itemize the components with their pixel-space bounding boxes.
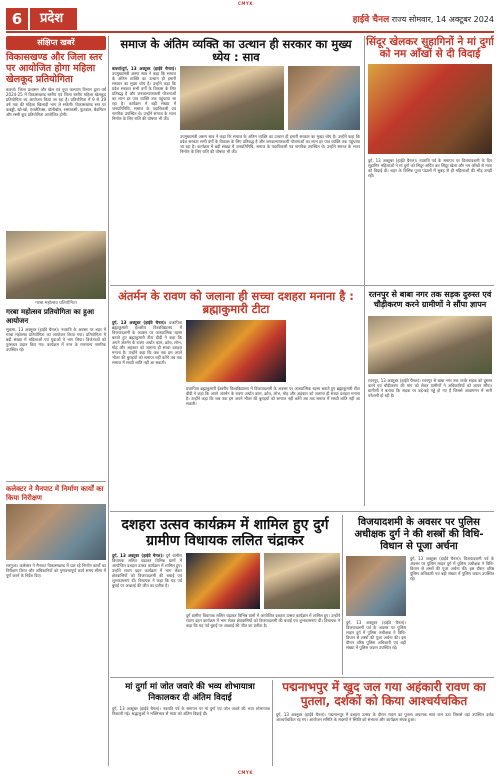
- story-puja-text: [410, 556, 494, 674]
- story-sindoor-body: दुर्ग, 13 अक्टूबर (हाईवे चैनल)। नवरात्रि पर्व के समापन पर विजयादशमी के दिन सुहागिन महिलाओं ने मां दुर्गा को सिंदूर अर्पित कर सिंदूर खेला और नम आँखों से माता को विदाई दी। शहर के विभिन्न पूजा पंडालों में सुबह से ही महिलाओं की भीड़ उमड़ी रही।: [368, 158, 492, 178]
- story-mla-body-cont: दुर्ग ग्रामीण विधायक ललित चंद्राकर विभिन्न ग्रामों में आयोजित दशहरा उत्सव कार्यक्रम में शामिल हुए। उन्होंने रावण दहन कार्यक्रम में भाग लेकर क्षेत्रवासियों को विजयादशमी की बधाई एवं शुभकामनाएं दीं। विधायक ने कहा कि यह पर्व बुराई पर अच्छाई की जीत का प्रतीक है।: [186, 613, 340, 628]
- dateline: कवर्धा/दुर्ग, 13 अक्टूबर (हाईवे चैनल)।: [112, 66, 176, 71]
- garba-headline: गरबा महोत्सव प्रतियोगिता का हुआ आयोजन: [6, 308, 94, 325]
- story-ravan-body: दुर्ग, 13 अक्टूबर (हाईवे चैनल)। पद्मनाभपुर में दशहरा उत्सव के दौरान रावण का पुतला अचानक स्वयं जल उठा जिससे वहां उपस्थित दर्शक आश्चर्यचकित रह गए। आयोजन समिति के सदस्यों ने स्थिति को संभाला और कार्यक्रम संपन्न हुआ।: [276, 712, 494, 722]
- story-road-text: [368, 378, 492, 508]
- divider: [6, 481, 106, 482]
- inspection-story-body: सरगुजा। कलेक्टर ने मैनपाट विकासखण्ड में चल रहे निर्माण कार्यों का निरीक्षण किया और अधिकारियों को गुणवत्तापूर्ण कार्य समय सीमा में पूर्ण करने के निर्देश दिए।: [6, 563, 106, 578]
- story-bk-text-col1: [112, 320, 182, 508]
- section-divider: [110, 677, 494, 678]
- brief-news-header: संक्षिप्त खबरें: [6, 36, 106, 50]
- column-rule: [108, 36, 109, 766]
- story-mla-body: दुर्ग ग्रामीण विधायक ललित चंद्राकर विभिन्न ग्रामों में आयोजित दशहरा उत्सव कार्यक्रम में शामिल हुए। उन्होंने रावण दहन कार्यक्रम में भाग लेकर क्षेत्रवासियों को विजयादशमी की बधाई एवं शुभकामनाएं दीं। विधायक ने कहा कि यह पर्व बुराई पर अच्छाई की जीत का प्रतीक है।: [112, 553, 182, 588]
- masthead-rule: [6, 31, 494, 33]
- inspection-photo: [6, 504, 106, 560]
- story-road-body: रतनपुर, 13 अक्टूबर (हाईवे चैनल)। रतनपुर से बाबा नगर तक जर्जर सड़क को दुरुस्त करने एवं चौड़ीकरण की मांग को लेकर ग्रामीणों ने अधिकारियों को ज्ञापन सौंपा। ग्रामीणों ने बताया कि सड़क पर बड़े-बड़े गड्ढे हो गए हैं जिससे आवागमन में भारी परेशानी हो रही है।: [368, 378, 492, 398]
- brief-story-body: कवर्धा। जिला प्रशासन और खेल एवं युवा कल्याण विभाग द्वारा वर्ष 2024-25 में विकासखण्ड स्तरीय एवं जिला स्तरीय महिला खेलकूद प्रतियोगिता का आयोजन किया जा रहा है। प्रतियोगिता में 9 से 39 वर्ष तक की महिला खिलाड़ी भाग ले सकेंगी। विकासखण्ड स्तर पर कबड्डी, खो-खो, एथलेटिक्स, वॉलीबॉल, रस्साकसी, फुटबाल, बैडमिंटन और रस्सी कूद प्रतियोगिता आयोजित होगी।: [6, 87, 106, 117]
- story-shobhayatra-text: [112, 706, 270, 766]
- story-puja-body: दुर्ग, 13 अक्टूबर (हाईवे चैनल)। विजयादशमी पर्व के अवसर पर पुलिस लाइन दुर्ग में पुलिस अधीक्षक ने विधि-विधान से शस्त्रों की पूजा अर्चना की। इस दौरान वरिष्ठ पुलिस अधिकारी एवं बड़ी संख्या में पुलिस जवान उपस्थित रहे।: [410, 556, 494, 581]
- headline-shobhayatra: मां दुर्गा मां जोत जवारे की भव्य शोभायात्रा निकालकर दी अंतिम विदाई: [125, 682, 255, 703]
- masthead: [6, 8, 494, 30]
- ravan-dahan-photo: [186, 320, 286, 382]
- story-saav-body-cont: उपमुख्यमंत्री अरुण साव ने कहा कि समाज के अंतिम व्यक्ति का उत्थान ही हमारी सरकार का मुख्य ध्येय है। उन्होंने कहा कि प्रदेश सरकार सभी वर्गों के विकास के लिए प्रतिबद्ध है और जनकल्याणकारी योजनाओं का लाभ हर पात्र व्यक्ति तक पहुंचाया जा रहा है। कार्यक्रम में बड़ी संख्या में जनप्रतिनिधि, समाज के पदाधिकारी एवं नागरिक उपस्थित थे। उन्होंने समाज के भवन निर्माण के लिए राशि की घोषणा भी की।: [180, 134, 360, 154]
- dateline: दुर्ग, 13 अक्टूबर (हाईवे चैनल)।: [112, 320, 167, 325]
- section-title: प्रदेश: [30, 8, 77, 30]
- color-registration-mark: CMYK: [238, 1, 253, 6]
- brief-story-headline: विकासखण्ड और जिला स्तर पर आयोजित होगा महिला खेलकूद प्रतियोगिता: [6, 52, 103, 85]
- inspection-headline: कलेक्टर ने मैनपाट में निर्माण कार्यों का किया निरीक्षण: [6, 485, 104, 502]
- column-rule: [364, 36, 365, 506]
- section-divider: [110, 285, 494, 286]
- story-puja-body-cont: दुर्ग, 13 अक्टूबर (हाईवे चैनल)। विजयादशमी पर्व के अवसर पर पुलिस लाइन दुर्ग में पुलिस अधीक्षक ने विधि-विधान से शस्त्रों की पूजा अर्चना की। इस दौरान वरिष्ठ पुलिस अधिकारी एवं बड़ी संख्या में पुलिस जवान उपस्थित रहे।: [346, 620, 406, 650]
- garba-story-body: सुकमा, 13 अक्टूबर (हाईवे चैनल)। नवरात्रि के अवसर पर शहर में गरबा महोत्सव प्रतियोगिता का आयोजन किया गया। प्रतियोगिता में बड़ी संख्या में महिलाओं एवं युवाओं ने भाग लिया। विजेताओं को पुरस्कार प्रदान किए गए। कार्यक्रम में नगर के गणमान्य नागरिक उपस्थित रहे।: [6, 327, 106, 352]
- dateline: दुर्ग, 13 अक्टूबर (हाईवे चैनल)।: [112, 553, 164, 558]
- color-registration-mark: CMYK: [238, 770, 253, 775]
- saav-event-photo-2: [288, 66, 360, 130]
- headline-ravan-burnt: पद्मनाभपुर में खुद जल गया अहंकारी रावण का पुतला, दर्शकों को किया आश्चर्यचकित: [282, 680, 486, 708]
- story-mla-text-col2: [186, 613, 340, 673]
- headline-saav: समाज के अंतिम व्यक्ति का उत्थान ही सरकार का मुख्य ध्येय : साव: [120, 37, 352, 64]
- headline-road-memorandum: रतनपुर से बाबा नगर तक सड़क दुरुस्त एवं चौड़ीकरण करने ग्रामीणों ने सौंपा ज्ञापन: [368, 290, 492, 309]
- story-bk-body-cont: प्रजापिता ब्रह्माकुमारी ईश्वरीय विश्वविद्यालय में विजयादशमी के अवसर पर आध्यात्मिक रहस्य बताते हुए ब्रह्माकुमारी टीटा दीदी ने कहा कि अपने अंतर्मन के रावण अर्थात काम, क्रोध, लोभ, मोह और अहंकार को जलाना ही सच्चा दशहरा मनाना है। उन्होंने कहा कि जब तक हम अपने भीतर की बुराइयों को समाप्त नहीं करेंगे तब तक समाज में सच्ची शांति नहीं आ सकती।: [186, 386, 360, 406]
- memorandum-photo: [368, 316, 492, 374]
- story-bk-body: प्रजापिता ब्रह्माकुमारी ईश्वरीय विश्वविद्यालय में विजयादशमी के अवसर पर आध्यात्मिक रहस्य बताते हुए ब्रह्माकुमारी टीटा दीदी ने कहा कि अपने अंतर्मन के रावण अर्थात काम, क्रोध, लोभ, मोह और अहंकार को जलाना ही सच्चा दशहरा मनाना है। उन्होंने कहा कि जब तक हम अपने भीतर की बुराइयों को समाप्त नहीं करेंगे तब तक समाज में सच्ची शांति नहीं आ सकती।: [112, 320, 182, 365]
- story-saav-body: उपमुख्यमंत्री अरुण साव ने कहा कि समाज के अंतिम व्यक्ति का उत्थान ही हमारी सरकार का मुख्य ध्येय है। उन्होंने कहा कि प्रदेश सरकार सभी वर्गों के विकास के लिए प्रतिबद्ध है और जनकल्याणकारी योजनाओं का लाभ हर पात्र व्यक्ति तक पहुंचाया जा रहा है। कार्यक्रम में बड़ी संख्या में जनप्रतिनिधि, समाज के पदाधिकारी एवं नागरिक उपस्थित थे। उन्होंने समाज के भवन निर्माण के लिए राशि की घोषणा भी की।: [112, 71, 176, 121]
- story-shobhayatra-body: दुर्ग, 13 अक्टूबर (हाईवे चैनल)। नवरात्रि पर्व के समापन पर मां दुर्गा एवं जोत जवारे की भव्य शोभायात्रा निकाली गई। श्रद्धालुओं ने भक्तिभाव से माता को अंतिम विदाई दी।: [112, 706, 270, 716]
- issue-date: सोमवार, 14 अक्टूबर 2024: [408, 15, 494, 24]
- saav-event-photo: [180, 66, 284, 130]
- sindoor-khela-photo: [368, 64, 492, 154]
- brand-name: हाईवे चैनल: [352, 15, 390, 25]
- column-rule: [342, 515, 343, 675]
- headline-dussehra-mla: दशहरा उत्सव कार्यक्रम में शामिल हुए दुर्ग ग्रामीण विधायक ललित चंद्राकर: [121, 517, 329, 549]
- headline-shastra-puja: विजयादशमी के अवसर पर पुलिस अधीक्षक दुर्ग ने की शस्त्रों की विधि-विधान से पूजा अर्चना: [354, 517, 484, 552]
- police-chief-photo: [346, 556, 406, 616]
- story-saav-text-col2: [180, 134, 360, 280]
- story-bk-text-col2: [186, 386, 360, 508]
- story-sindoor-text: [368, 158, 492, 280]
- story-saav-text-col1: [112, 66, 176, 280]
- headline-brahmakumari: अंतर्मन के रावण को जलाना ही सच्चा दशहरा मनाना है : ब्रह्माकुमारी टीटा: [118, 289, 354, 316]
- headline-sindoor: सिंदूर खेलकर सुहागिनों ने मां दुर्गा को नम आँखों से दी विदाई: [366, 36, 494, 60]
- section-divider: [110, 511, 494, 512]
- photo-caption: गरबा महोत्सव प्रतियोगिता: [35, 301, 77, 306]
- left-column: [6, 52, 106, 667]
- dussehra-event-photo: [186, 553, 260, 609]
- column-rule: [272, 680, 273, 766]
- garba-photo: [6, 231, 106, 299]
- masthead-info: [353, 12, 494, 25]
- story-ravan-text: [276, 712, 494, 766]
- story-puja-text-2: [346, 620, 406, 674]
- edition: राज्य: [391, 15, 407, 24]
- story-mla-text-col1: [112, 553, 182, 673]
- page-number: 6: [6, 8, 28, 30]
- mla-photo: [264, 553, 340, 609]
